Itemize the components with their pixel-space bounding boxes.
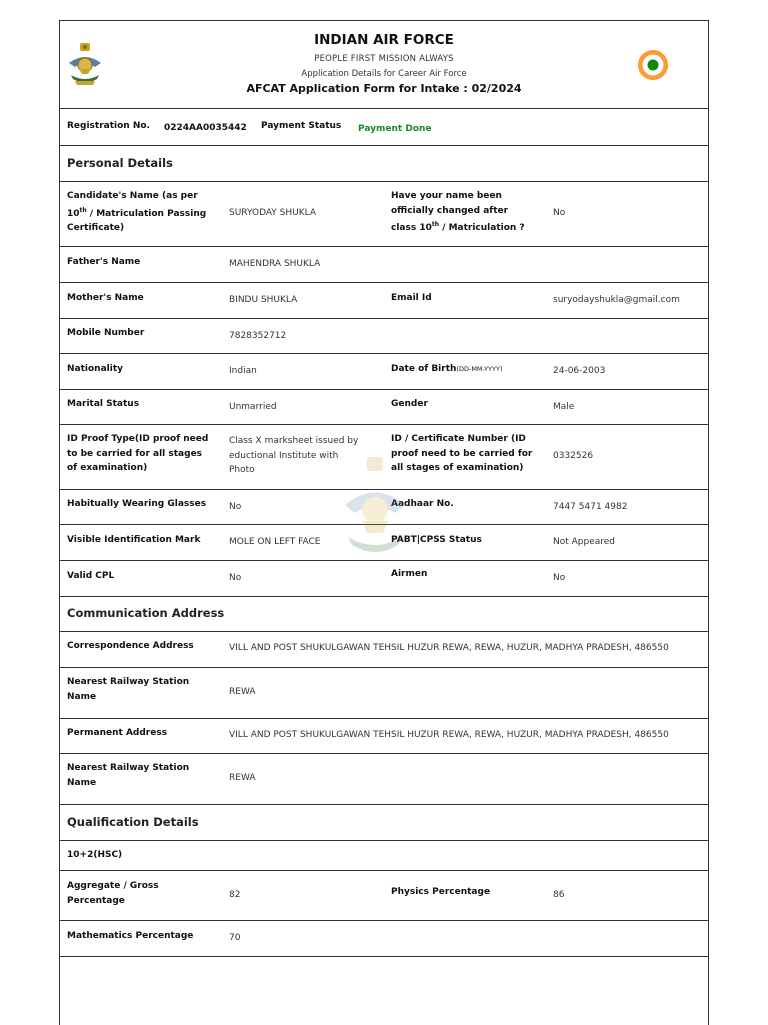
marital-status-value: Unmarried <box>229 402 277 412</box>
candidate-name-label <box>67 189 206 236</box>
name-changed-label-line1: Have your name been <box>391 191 502 201</box>
nationality-dob-row <box>60 354 708 390</box>
pabt-cpss-value: Not Appeared <box>553 537 616 547</box>
mathematics-percentage-value: 70 <box>229 933 241 943</box>
id-proof-type-label <box>67 432 208 476</box>
railway-station-label-2 <box>67 761 189 790</box>
aggregate-percentage-value: 82 <box>229 890 241 900</box>
dob-label-text: Date of Birth <box>391 364 457 374</box>
label-part: class 10 <box>391 223 432 233</box>
aggregate-label-line2: Percentage <box>67 895 125 906</box>
candidate-name-value: SURYODAY SHUKLA <box>229 208 317 218</box>
marital-status-label: Marital Status <box>67 399 140 409</box>
mother-email-row <box>60 283 708 319</box>
id-number-label-line3: all stages of examination) <box>391 463 524 473</box>
identification-mark-value: MOLE ON LEFT FACE <box>229 537 321 547</box>
id-proof-type-value <box>229 434 358 478</box>
glasses-value: No <box>229 502 242 512</box>
aggregate-label-line1: Aggregate / Gross <box>67 881 159 891</box>
mathematics-percentage-label: Mathematics Percentage <box>67 931 194 941</box>
personal-details-heading: Personal Details <box>67 156 173 170</box>
name-changed-label-line2: officially changed after <box>391 205 509 216</box>
aadhaar-value: 7447 5471 4982 <box>553 502 628 512</box>
candidate-name-label-line1: Candidate's Name (as per <box>67 191 198 201</box>
form-title: AFCAT Application Form for Intake : 02/2024 <box>246 82 522 95</box>
communication-address-heading: Communication Address <box>67 606 225 620</box>
dob-value: 24-06-2003 <box>553 366 606 376</box>
correspondence-address-label: Correspondence Address <box>67 641 194 651</box>
iaf-watermark-icon <box>340 455 410 565</box>
aadhaar-label: Aadhaar No. <box>391 499 454 509</box>
glasses-label: Habitually Wearing Glasses <box>67 499 207 509</box>
label-part: / Matriculation ? <box>439 223 525 233</box>
personal-details-heading-row <box>60 146 708 182</box>
id-number-label <box>391 432 532 476</box>
id-proof-value-line3: Photo <box>229 465 255 475</box>
airmen-value: No <box>553 573 566 583</box>
mobile-row <box>60 319 708 354</box>
motto: PEOPLE FIRST MISSION ALWAYS <box>314 54 454 64</box>
name-changed-label-line3 <box>391 218 525 236</box>
railway-label-line2: Name <box>67 777 97 788</box>
mobile-label: Mobile Number <box>67 328 145 338</box>
aggregate-percentage-label <box>67 879 159 908</box>
qualification-heading-row <box>60 805 708 841</box>
cpl-airmen-row <box>60 561 708 597</box>
registration-value: 0224AA0035442 <box>164 123 247 133</box>
railway-label-line1: Nearest Railway Station <box>67 677 190 687</box>
candidate-name-label-line3: Certificate) <box>67 223 125 233</box>
correspondence-address-value: VILL AND POST SHUKULGAWAN TEHSIL HUZUR REWA, REWA, HUZUR, MADHYA PRADESH, 486550 <box>229 643 669 653</box>
id-proof-label-line1: ID Proof Type(ID proof need <box>67 434 209 444</box>
aggregate-physics-row <box>60 871 708 921</box>
id-proof-value-line2: eductional Institute with <box>229 450 339 461</box>
label-sup: th <box>79 206 87 214</box>
railway-station-label-1 <box>67 675 189 704</box>
qualification-level-row <box>60 841 708 871</box>
qualification-details-heading: Qualification Details <box>67 815 199 829</box>
permanent-address-label: Permanent Address <box>67 728 168 738</box>
payment-status-value: Payment Done <box>358 124 432 134</box>
label-part: 10 <box>67 208 80 219</box>
candidate-name-label-line2 <box>67 204 206 222</box>
correspondence-row <box>60 632 708 668</box>
dob-label <box>391 362 503 377</box>
id-proof-label-line3: of examination) <box>67 463 148 473</box>
communication-heading-row <box>60 597 708 632</box>
valid-cpl-label: Valid CPL <box>67 571 115 581</box>
gender-label: Gender <box>391 399 428 409</box>
airmen-label: Airmen <box>391 569 428 579</box>
father-name-row <box>60 247 708 283</box>
pabt-cpss-label: PABT|CPSS Status <box>391 535 482 545</box>
name-changed-value: No <box>553 208 566 218</box>
org-title: INDIAN AIR FORCE <box>314 32 454 48</box>
iaf-roundel-icon <box>637 49 669 81</box>
railway-station-value-2: REWA <box>229 773 256 783</box>
gender-value: Male <box>553 402 575 412</box>
qualification-level-label: 10+2(HSC) <box>67 850 123 860</box>
payment-status-label: Payment Status <box>261 121 342 131</box>
registration-row <box>60 109 708 146</box>
candidate-name-row <box>60 182 708 247</box>
name-changed-label <box>391 189 525 236</box>
father-name-label: Father's Name <box>67 257 141 267</box>
id-proof-label-line2: to be carried for all stages <box>67 448 203 459</box>
mathematics-row <box>60 921 708 957</box>
label-sup: th <box>431 221 440 228</box>
id-number-label-line2: proof need to be carried for <box>391 448 533 459</box>
railway-station-row-2 <box>60 754 708 805</box>
father-name-value: MAHENDRA SHUKLA <box>229 259 321 269</box>
form-header <box>60 21 708 109</box>
registration-label: Registration No. <box>67 121 150 131</box>
physics-percentage-label: Physics Percentage <box>391 887 491 897</box>
header-subtitle: Application Details for Career Air Force <box>301 69 467 79</box>
nationality-label: Nationality <box>67 364 123 374</box>
identification-mark-label: Visible Identification Mark <box>67 535 201 545</box>
mother-name-label: Mother's Name <box>67 293 144 303</box>
permanent-address-row <box>60 719 708 754</box>
marital-gender-row <box>60 390 708 425</box>
label-part: / Matriculation Passing <box>86 208 207 219</box>
dob-format-hint: (DD-MM-YYYY) <box>456 365 503 373</box>
physics-percentage-value: 86 <box>553 890 565 900</box>
email-label: Email Id <box>391 293 432 303</box>
railway-station-value-1: REWA <box>229 687 256 697</box>
railway-label-line2: Name <box>67 691 97 702</box>
id-proof-value-line1: Class X marksheet issued by <box>229 436 359 446</box>
railway-station-row-1 <box>60 668 708 719</box>
email-value: suryodayshukla@gmail.com <box>553 295 680 305</box>
valid-cpl-value: No <box>229 573 242 583</box>
id-number-value: 0332526 <box>553 451 594 461</box>
mobile-value: 7828352712 <box>229 331 287 341</box>
railway-label-line1: Nearest Railway Station <box>67 763 190 773</box>
nationality-value: Indian <box>229 366 257 376</box>
permanent-address-value: VILL AND POST SHUKULGAWAN TEHSIL HUZUR REWA, REWA, HUZUR, MADHYA PRADESH, 486550 <box>229 730 669 740</box>
mother-name-value: BINDU SHUKLA <box>229 295 298 305</box>
id-number-label-line1: ID / Certificate Number (ID <box>391 434 526 444</box>
